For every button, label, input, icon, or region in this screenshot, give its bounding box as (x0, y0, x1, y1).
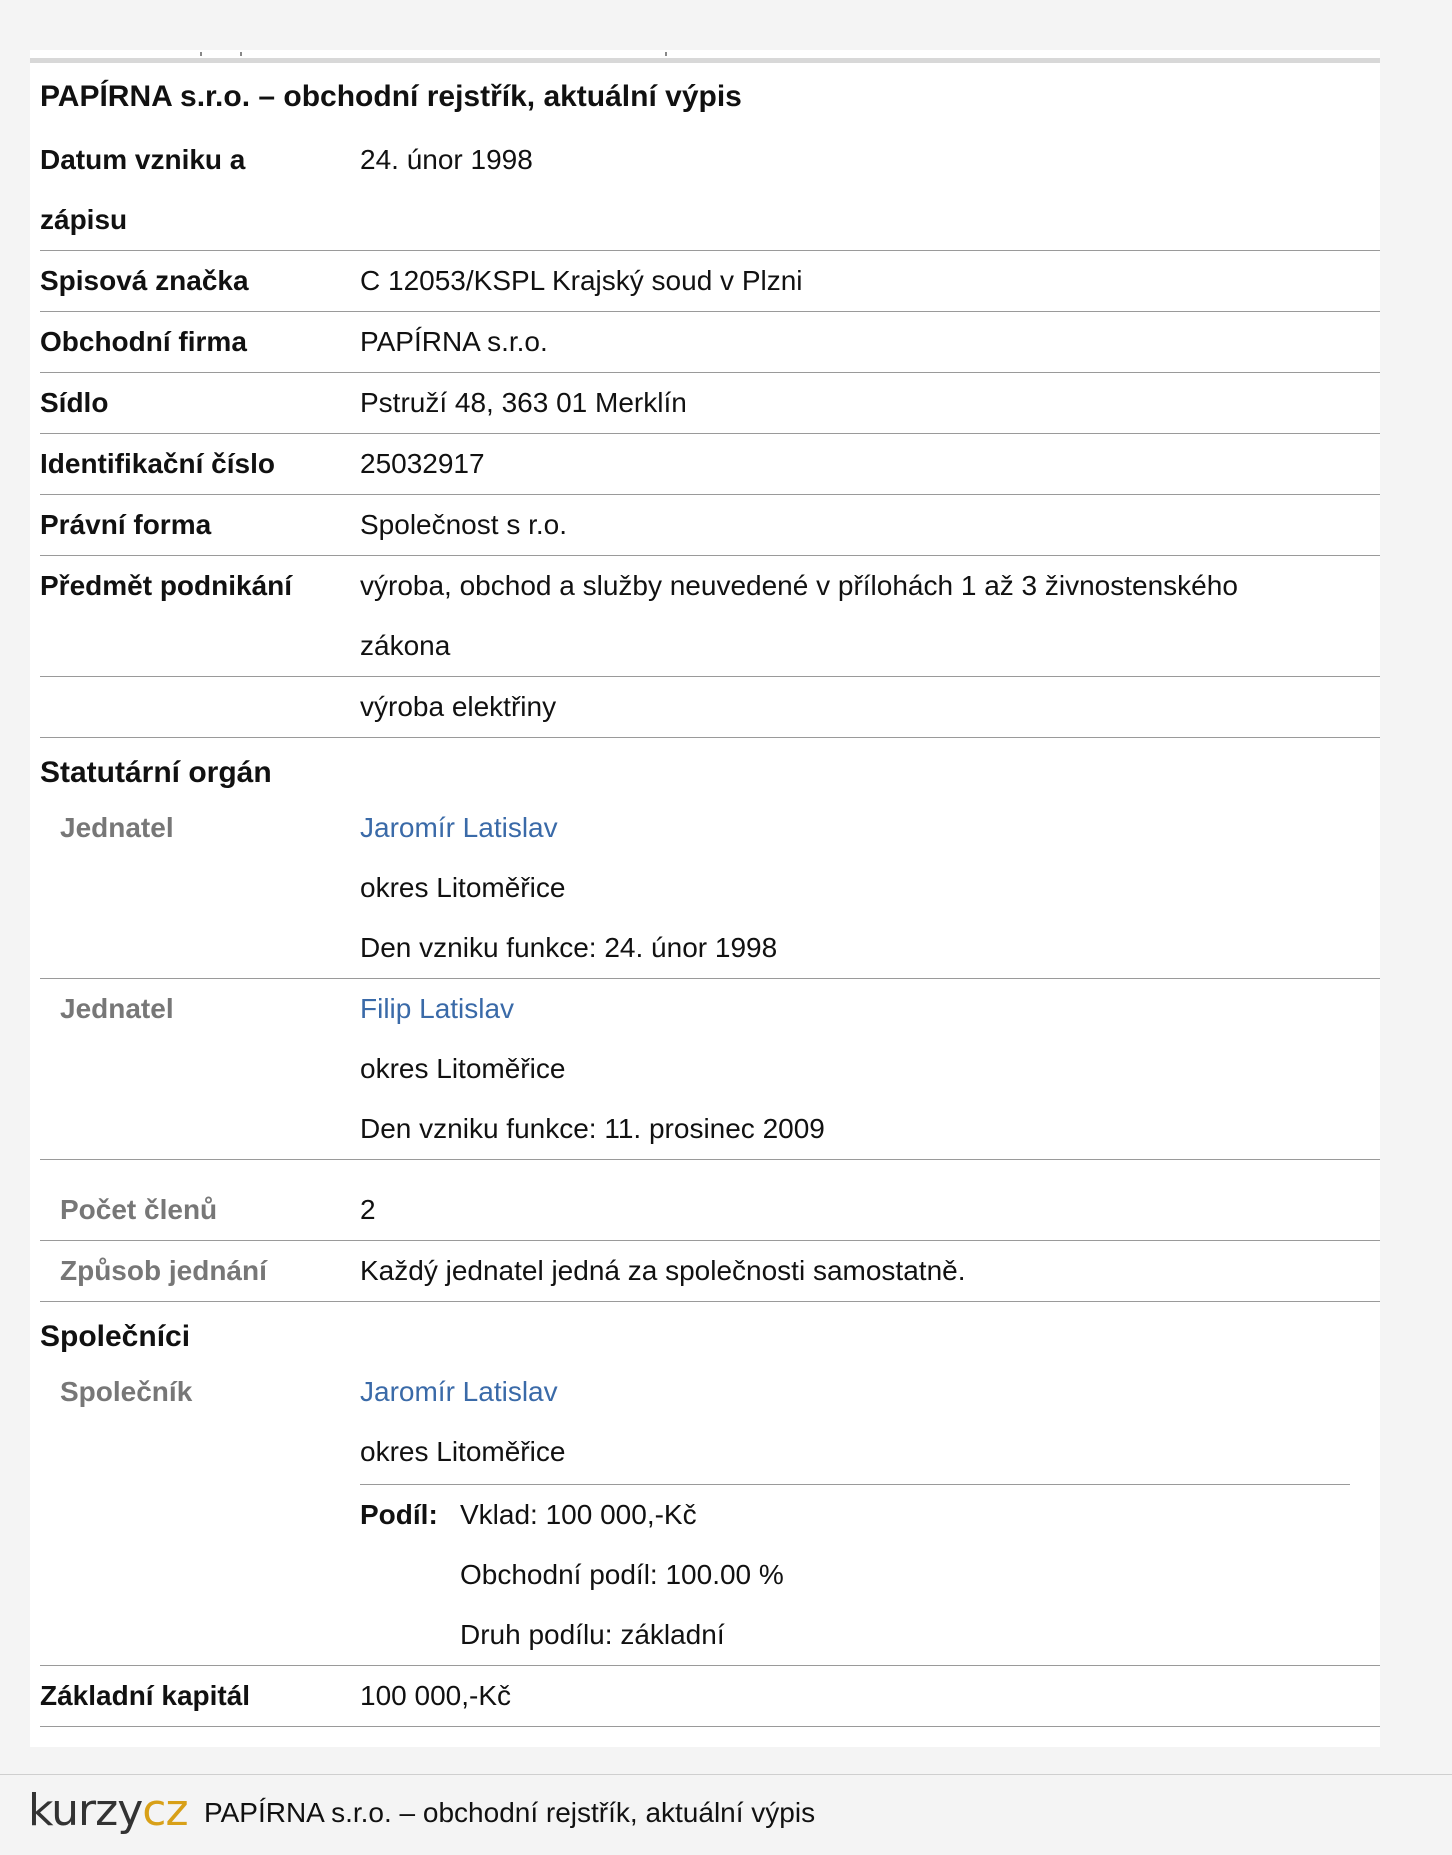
value-ico: 25032917 (360, 448, 485, 479)
value-pravni-forma: Společnost s r.o. (360, 509, 568, 540)
value-predmet-2: výroba elektřiny (360, 691, 557, 722)
jednatel-2-okres: okres Litoměřice (360, 1053, 566, 1084)
link-jednatel-filip[interactable]: Filip Latislav (360, 993, 515, 1024)
row-pravni-forma (40, 495, 1380, 556)
label-ico: Identifikační číslo (40, 448, 275, 479)
row-predmet-podnikani-2 (40, 677, 1380, 738)
label-spolecnik: Společník (60, 1376, 193, 1407)
value-spisova-znacka: C 12053/KSPL Krajský soud v Plzni (360, 265, 803, 296)
value-zakladni-kapital: 100 000,-Kč (360, 1680, 511, 1711)
link-jednatel-jaromir[interactable]: Jaromír Latislav (360, 812, 558, 843)
label-sidlo: Sídlo (40, 387, 109, 418)
podil-vklad: Vklad: 100 000,-Kč (460, 1499, 697, 1530)
value-predmet-1: výroba, obchod a služby neuvedené v přílohách 1 až 3 živnostenského zákona (360, 570, 1238, 661)
podil-block (360, 1485, 1380, 1665)
row-jednatel-2 (40, 979, 1380, 1160)
value-pocet-clenu: 2 (360, 1194, 376, 1225)
label-jednatel-1: Jednatel (60, 812, 174, 843)
label-pravni-forma: Právní forma (40, 509, 212, 540)
footer-title: PAPÍRNA s.r.o. – obchodní rejstřík, aktuální výpis (204, 1797, 816, 1828)
podil-obchodni: Obchodní podíl: 100.00 % (460, 1559, 784, 1590)
row-pocet-clenu (40, 1160, 1380, 1241)
row-obchodni-firma (40, 312, 1380, 373)
footer-bar (0, 1774, 1452, 1855)
jednatel-1-vznik: Den vzniku funkce: 24. únor 1998 (360, 932, 778, 963)
row-datum-vzniku (40, 130, 1380, 251)
register-table (40, 130, 1380, 1727)
row-spisova-znacka (40, 251, 1380, 312)
row-zpusob-jednani (40, 1241, 1380, 1302)
label-pocet-clenu: Počet členů (60, 1194, 218, 1225)
value-obchodni-firma: PAPÍRNA s.r.o. (360, 326, 548, 357)
label-spisova-znacka: Spisová značka (40, 265, 249, 296)
podil-druh: Druh podílu: základní (460, 1619, 725, 1650)
row-jednatel-1 (40, 798, 1380, 979)
label-obchodni-firma: Obchodní firma (40, 326, 247, 357)
row-predmet-podnikani (40, 556, 1380, 677)
label-zpusob-jednani: Způsob jednání (60, 1255, 267, 1286)
row-sidlo (40, 373, 1380, 434)
extract-sheet (30, 58, 1380, 1747)
link-spolecnik-jaromir[interactable]: Jaromír Latislav (360, 1376, 558, 1407)
section-heading-spolecnici: Společníci (40, 1320, 191, 1353)
label-jednatel-2: Jednatel (60, 993, 174, 1024)
spolecnik-okres: okres Litoměřice (360, 1436, 566, 1467)
row-spolecnik (40, 1362, 1380, 1666)
jednatel-2-vznik: Den vzniku funkce: 11. prosinec 2009 (360, 1113, 825, 1144)
value-datum-vzniku: 24. únor 1998 (360, 144, 533, 175)
row-ico (40, 434, 1380, 495)
cut-off-top-edge (30, 50, 1380, 58)
kurzy-cz-logo[interactable]: kurzycz (28, 1785, 188, 1836)
section-heading-statutarni: Statutární orgán (40, 756, 272, 789)
value-sidlo: Pstruží 48, 363 01 Merklín (360, 387, 687, 418)
label-zakladni-kapital: Základní kapitál (40, 1680, 251, 1711)
jednatel-1-okres: okres Litoměřice (360, 872, 566, 903)
label-predmet-podnikani: Předmět podnikání (40, 570, 293, 601)
label-datum-vzniku: Datum vzniku a zápisu (40, 144, 246, 235)
page-title: PAPÍRNA s.r.o. – obchodní rejstřík, aktuální výpis (40, 80, 742, 113)
row-zakladni-kapital (40, 1666, 1380, 1727)
label-podil: Podíl: (360, 1499, 438, 1530)
value-zpusob-jednani: Každý jednatel jedná za společnosti samostatně. (360, 1255, 966, 1286)
